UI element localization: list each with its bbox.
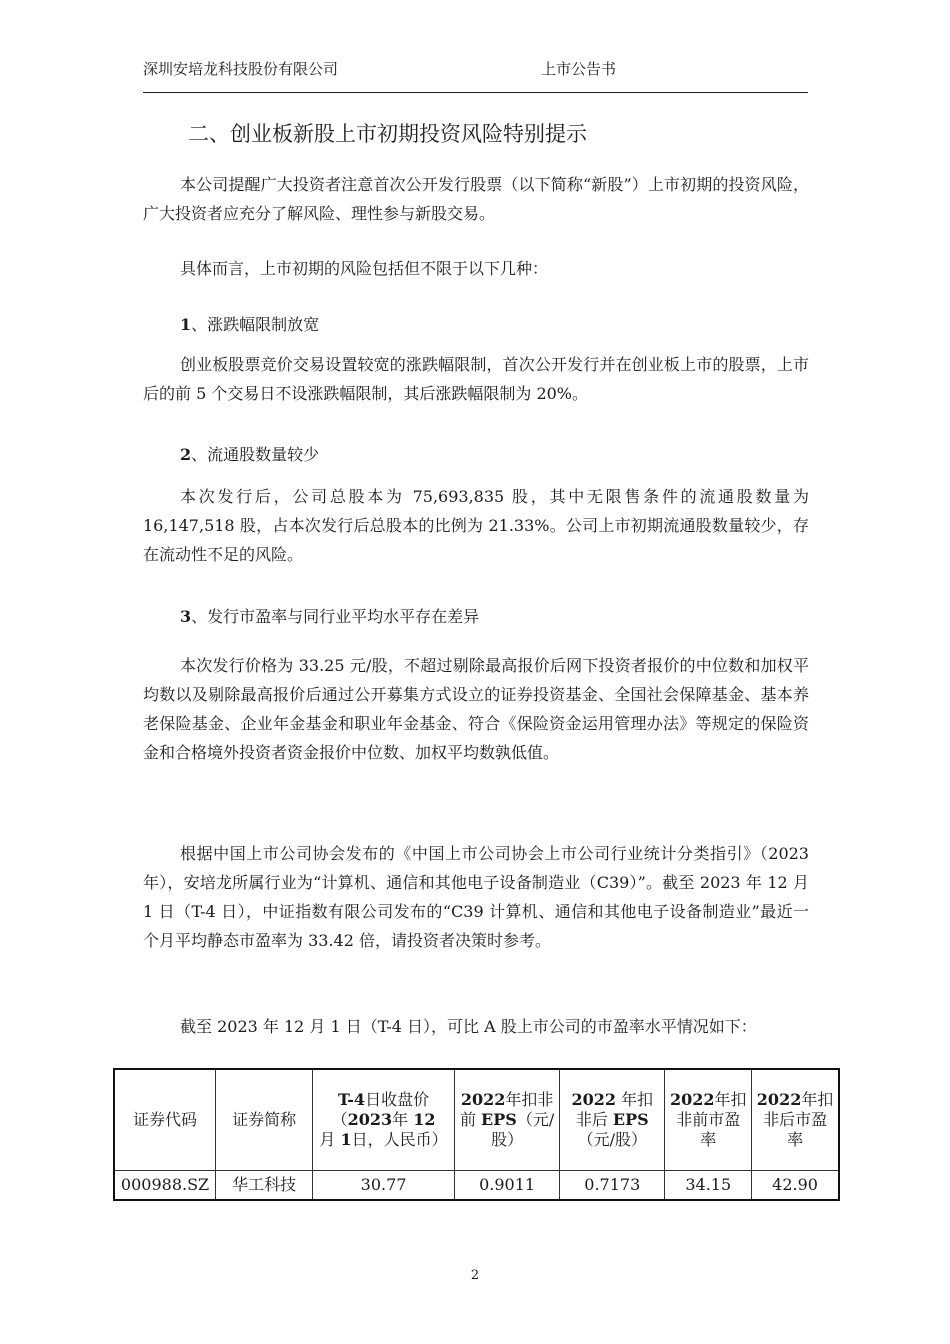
risk1-num: 1 <box>180 315 192 334</box>
risk2-title: 、流通股数量较少 <box>191 445 320 464</box>
risk1-title: 、涨跌幅限制放宽 <box>191 315 320 334</box>
page-number: 2 <box>470 1268 480 1283</box>
header-close-price: T-4日收盘价（2023年 12 月 1日，人民币） <box>313 1069 455 1171</box>
risk3-body2: 根据中国上市公司协会发布的《中国上市公司协会上市公司行业统计分类指引》（2023 年），安培龙所属行业为“计算机、通信和其他电子设备制造业（C39）”。截至 2023 年 12 月 1 日（T-4 日），中证指数有限公司发布的“C39 计算机、通信和其他电子设备制造业”最近一个月平均静态市盈率为 33.42 倍，请投资者决策时参考。 <box>143 844 809 950</box>
header-name: 证券简称 <box>216 1069 313 1171</box>
cell-eps-pre: 0.9011 <box>455 1171 560 1201</box>
header-eps-post: 2022 年扣非后 EPS（元/股） <box>560 1069 665 1171</box>
intro-paragraph: 本公司提醒广大投资者注意首次公开发行股票（以下简称“新股”）上市初期的投资风险，广大投资者应充分了解风险、理性参与新股交易。 <box>143 175 809 223</box>
risk3-body3: 截至 2023 年 12 月 1 日（T-4 日），可比 A 股上市公司的市盈率水平情况如下： <box>180 1017 757 1036</box>
risk3-title: 、发行市盈率与同行业平均水平存在差异 <box>191 607 480 626</box>
risk2-heading <box>180 440 319 469</box>
risk3-num: 3 <box>180 607 192 626</box>
risk2-num: 2 <box>180 445 192 464</box>
cell-name: 华工科技 <box>216 1171 313 1201</box>
section-title: 二、创业板新股上市初期投资风险特别提示 <box>188 122 587 146</box>
header-company: 深圳安培龙科技股份有限公司 <box>143 60 339 78</box>
risk1-heading <box>180 310 319 339</box>
cell-pe-post: 42.90 <box>752 1171 839 1201</box>
header-doc-type: 上市公告书 <box>541 60 617 78</box>
risk1-body: 创业板股票竞价交易设置较宽的涨跌幅限制，首次公开发行并在创业板上市的股票，上市后的前 5 个交易日不设涨跌幅限制，其后涨跌幅限制为 20%。 <box>143 355 809 403</box>
header-eps-pre: 2022年扣非前 EPS（元/股） <box>455 1069 560 1171</box>
risk3-heading <box>180 602 479 631</box>
risk3-body1: 本次发行价格为 33.25 元/股，不超过剔除最高报价后网下投资者报价的中位数和加权平均数以及剔除最高报价后通过公开募集方式设立的证券投资基金、全国社会保障基金、基本养老保险基金、企业年金基金和职业年金基金、符合《保险资金运用管理办法》等规定的保险资金和合格境外投资者资金报价中位数、加权平均数孰低值。 <box>143 656 809 762</box>
table-row <box>114 1171 839 1201</box>
header-pe-post: 2022年扣非后市盈率 <box>752 1069 839 1171</box>
cell-pe-pre: 34.15 <box>665 1171 752 1201</box>
table-header-row <box>114 1069 839 1171</box>
risks-lead: 具体而言，上市初期的风险包括但不限于以下几种： <box>180 259 549 278</box>
page-header <box>143 58 808 93</box>
cell-eps-post: 0.7173 <box>560 1171 665 1201</box>
header-code: 证券代码 <box>114 1069 216 1171</box>
cell-close-price: 30.77 <box>313 1171 455 1201</box>
pe-comparison-table <box>113 1068 840 1201</box>
header-pe-pre: 2022年扣非前市盈率 <box>665 1069 752 1171</box>
risk2-body: 本次发行后，公司总股本为 75,693,835 股，其中无限售条件的流通股数量为 16,147,518 股，占本次发行后总股本的比例为 21.33%。公司上市初期流通股数量较少，存在流动性不足的风险。 <box>143 487 809 564</box>
cell-code: 000988.SZ <box>114 1171 216 1201</box>
